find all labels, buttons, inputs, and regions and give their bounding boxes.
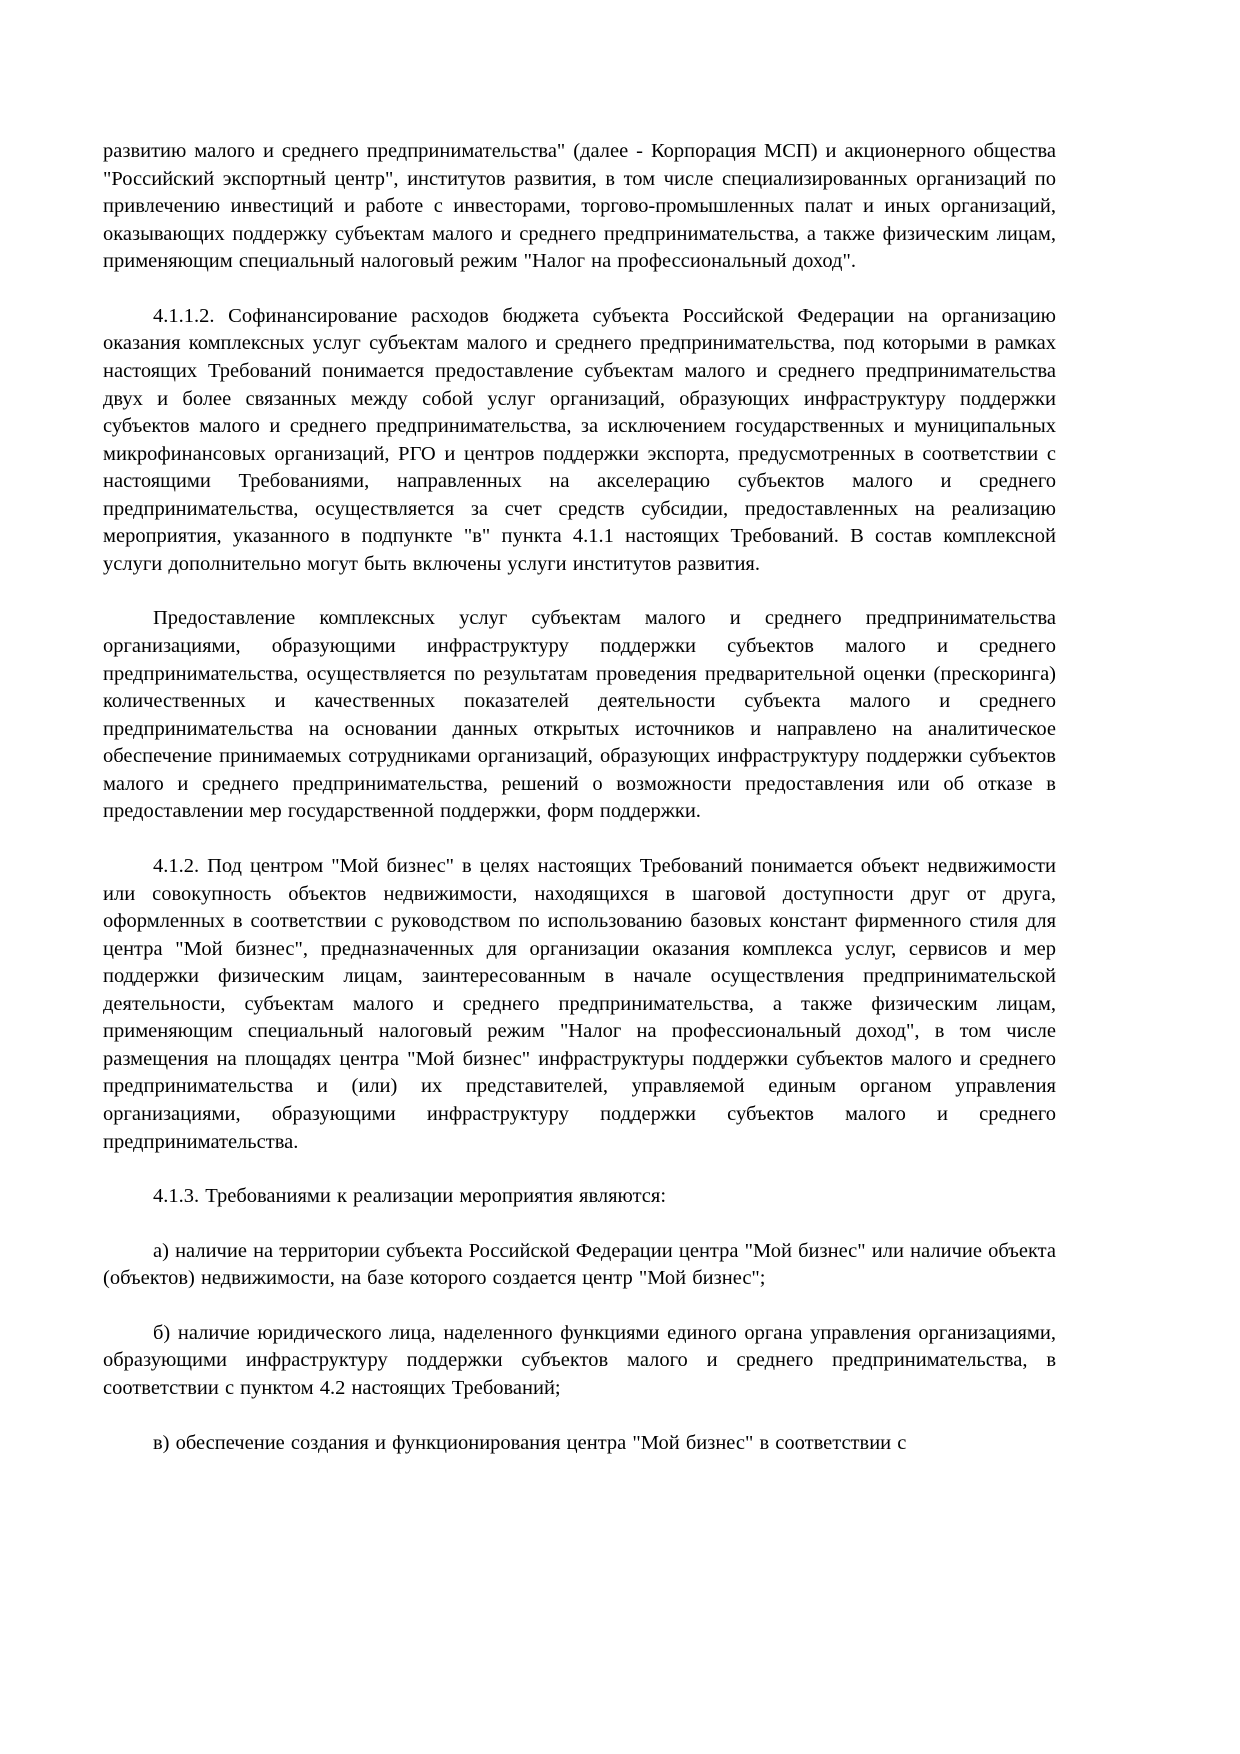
paragraph-4-1-1-2: 4.1.1.2. Софинансирование расходов бюджета субъекта Российской Федерации на организацию оказания комплексных услуг субъектам малого и среднего предпринимательства, под которыми в рамках настоящих Требований понимается предоставление субъектам малого и среднего предпринимательства двух и более связанных между собой услуг организаций, образующих инфраструктуру поддержки субъектов малого и среднего предпринимательства, за исключением государственных и муниципальных микрофинансовых организаций, РГО и центров поддержки экспорта, предусмотренных в соответствии с настоящими Требованиями, направленных на акселерацию субъектов малого и среднего предпринимательства, осуществляется за счет средств субсидии, предоставленных на реализацию мероприятия, указанного в подпункте "в" пункта 4.1.1 настоящих Требований. В состав комплексной услуги дополнительно могут быть включены услуги институтов развития. — [103, 304, 1056, 575]
paragraph-continuation: развитию малого и среднего предпринимательства" (далее - Корпорация МСП) и акционерного общества "Российский экспортный центр", институтов развития, в том числе специализированных организаций по привлечению инвестиций и работе с инвесторами, торгово-промышленных палат и иных организаций, оказывающих поддержку субъектам малого и среднего предпринимательства, а также физическим лицам, применяющим специальный налоговый режим "Налог на профессиональный доход". — [103, 140, 1056, 273]
paragraph-item-b: б) наличие юридического лица, наделенного функциями единого органа управления организациями, образующими инфраструктуру поддержки субъектов малого и среднего предпринимательства, в соответствии с пунктом 4.2 настоящих Требований; — [103, 1321, 1056, 1399]
paragraph-complex-services: Предоставление комплексных услуг субъектам малого и среднего предпринимательства организациями, образующими инфраструктуру поддержки субъектов малого и среднего предпринимательства, осуществляется по результатам проведения предварительной оценки (прескоринга) количественных и качественных показателей деятельности субъекта малого и среднего предпринимательства на основании данных открытых источников и направлено на аналитическое обеспечение принимаемых сотрудниками организаций, образующих инфраструктуру поддержки субъектов малого и среднего предпринимательства, решений о возможности предоставления или об отказе в предоставлении мер государственной поддержки, форм поддержки. — [103, 607, 1056, 823]
paragraph-item-a: а) наличие на территории субъекта Российской Федерации центра "Мой бизнес" или наличие объекта (объектов) недвижимости, на базе которого создается центр "Мой бизнес"; — [103, 1239, 1056, 1290]
paragraph-4-1-3: 4.1.3. Требованиями к реализации мероприятия являются: — [153, 1185, 667, 1208]
document-body — [103, 138, 1056, 1457]
paragraph-item-v: в) обеспечение создания и функционирования центра "Мой бизнес" в соответствии с — [153, 1431, 907, 1454]
paragraph-4-1-2: 4.1.2. Под центром "Мой бизнес" в целях настоящих Требований понимается объект недвижимости или совокупность объектов недвижимости, находящихся в шаговой доступности друг от друга, оформленных в соответствии с руководством по использованию базовых констант фирменного стиля для центра "Мой бизнес", предназначенных для организации оказания комплекса услуг, сервисов и мер поддержки физическим лицам, заинтересованным в начале осуществления предпринимательской деятельности, субъектам малого и среднего предпринимательства, а также физическим лицам, применяющим специальный налоговый режим "Налог на профессиональный доход", в том числе размещения на площадях центра "Мой бизнес" инфраструктуры поддержки субъектов малого и среднего предпринимательства и (или) их представителей, управляемой единым органом управления организациями, образующими инфраструктуру поддержки субъектов малого и среднего предпринимательства. — [103, 854, 1056, 1153]
